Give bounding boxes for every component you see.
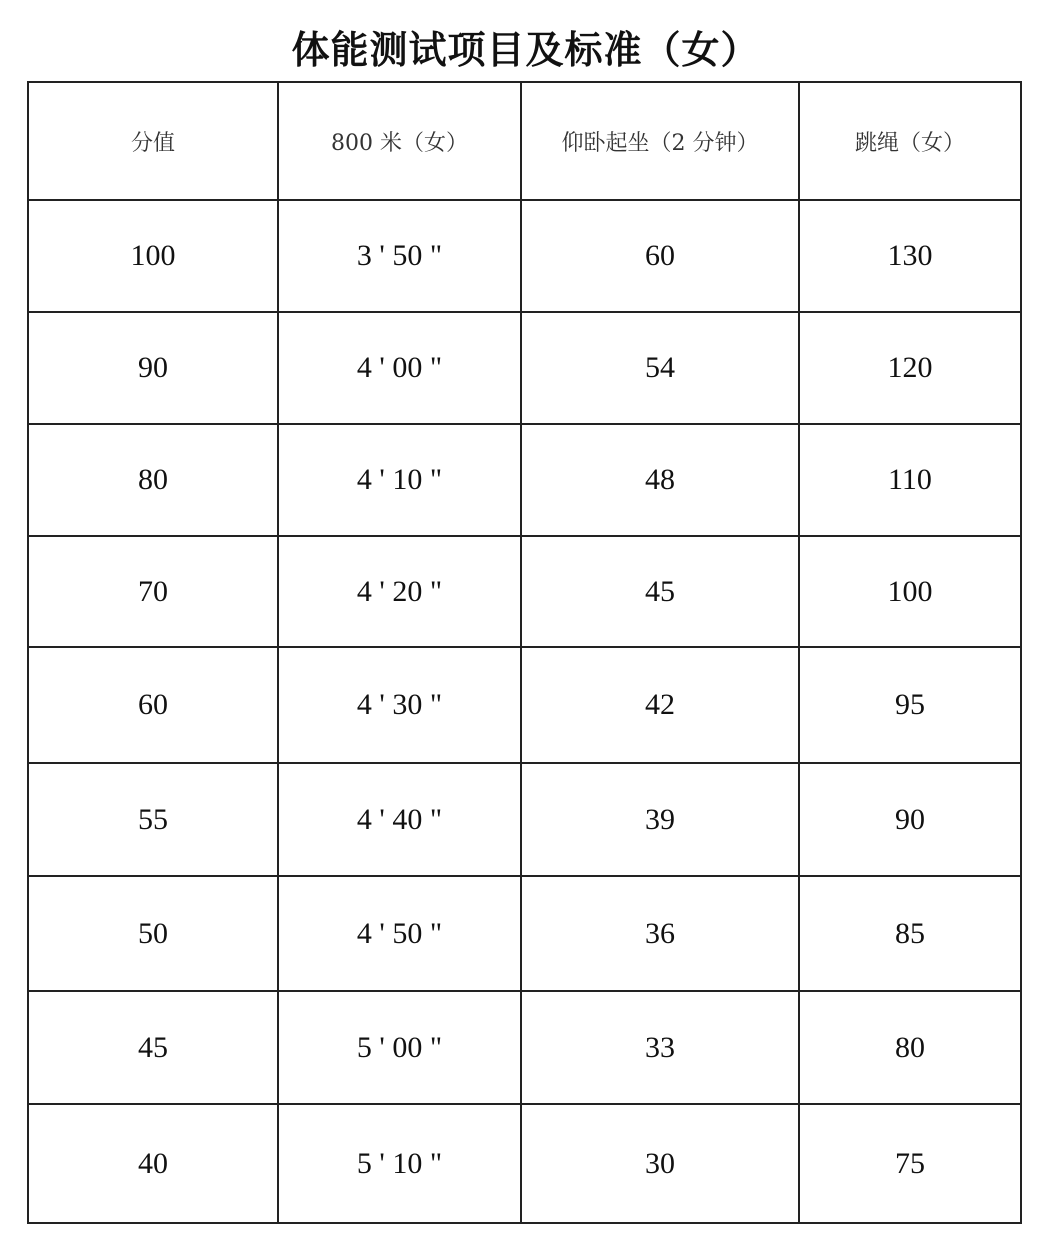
cell-jump-rope: 85 — [799, 876, 1021, 991]
cell-800m-run: 4 ' 30 " — [278, 647, 521, 763]
cell-score: 80 — [28, 424, 278, 536]
table-row — [28, 991, 1021, 1104]
cell-score: 40 — [28, 1104, 278, 1223]
cell-800m-run: 3 ' 50 " — [278, 200, 521, 312]
standards-table — [27, 81, 1022, 1224]
cell-800m-run: 5 ' 00 " — [278, 991, 521, 1104]
document-title: 体能测试项目及标准（女） — [291, 27, 760, 72]
table-row — [28, 200, 1021, 312]
cell-jump-rope: 100 — [799, 536, 1021, 647]
table-row — [28, 647, 1021, 763]
table-row — [28, 876, 1021, 991]
cell-score: 70 — [28, 536, 278, 647]
cell-score: 100 — [28, 200, 278, 312]
cell-score: 50 — [28, 876, 278, 991]
table-body — [28, 200, 1021, 1223]
cell-800m-run: 5 ' 10 " — [278, 1104, 521, 1223]
cell-jump-rope: 80 — [799, 991, 1021, 1104]
cell-jump-rope: 90 — [799, 763, 1021, 876]
table-row — [28, 424, 1021, 536]
cell-sit-ups: 36 — [521, 876, 799, 991]
cell-800m-run: 4 ' 00 " — [278, 312, 521, 424]
header-jump-rope: 跳绳（女） — [799, 82, 1021, 200]
cell-800m-run: 4 ' 50 " — [278, 876, 521, 991]
cell-jump-rope: 95 — [799, 647, 1021, 763]
cell-score: 45 — [28, 991, 278, 1104]
cell-sit-ups: 39 — [521, 763, 799, 876]
header-score: 分值 — [28, 82, 278, 200]
cell-sit-ups: 48 — [521, 424, 799, 536]
cell-score: 55 — [28, 763, 278, 876]
header-row — [28, 82, 1021, 200]
cell-score: 90 — [28, 312, 278, 424]
header-sit-ups: 仰卧起坐（2 分钟） — [521, 82, 799, 200]
cell-sit-ups: 60 — [521, 200, 799, 312]
cell-800m-run: 4 ' 20 " — [278, 536, 521, 647]
table-row — [28, 1104, 1021, 1223]
cell-jump-rope: 120 — [799, 312, 1021, 424]
cell-jump-rope: 75 — [799, 1104, 1021, 1223]
table-row — [28, 536, 1021, 647]
table-row — [28, 763, 1021, 876]
cell-sit-ups: 42 — [521, 647, 799, 763]
cell-sit-ups: 30 — [521, 1104, 799, 1223]
cell-score: 60 — [28, 647, 278, 763]
cell-800m-run: 4 ' 10 " — [278, 424, 521, 536]
cell-jump-rope: 110 — [799, 424, 1021, 536]
cell-sit-ups: 45 — [521, 536, 799, 647]
cell-sit-ups: 33 — [521, 991, 799, 1104]
table-row — [28, 312, 1021, 424]
cell-800m-run: 4 ' 40 " — [278, 763, 521, 876]
cell-jump-rope: 130 — [799, 200, 1021, 312]
cell-sit-ups: 54 — [521, 312, 799, 424]
header-800m-run: 800 米（女） — [278, 82, 521, 200]
